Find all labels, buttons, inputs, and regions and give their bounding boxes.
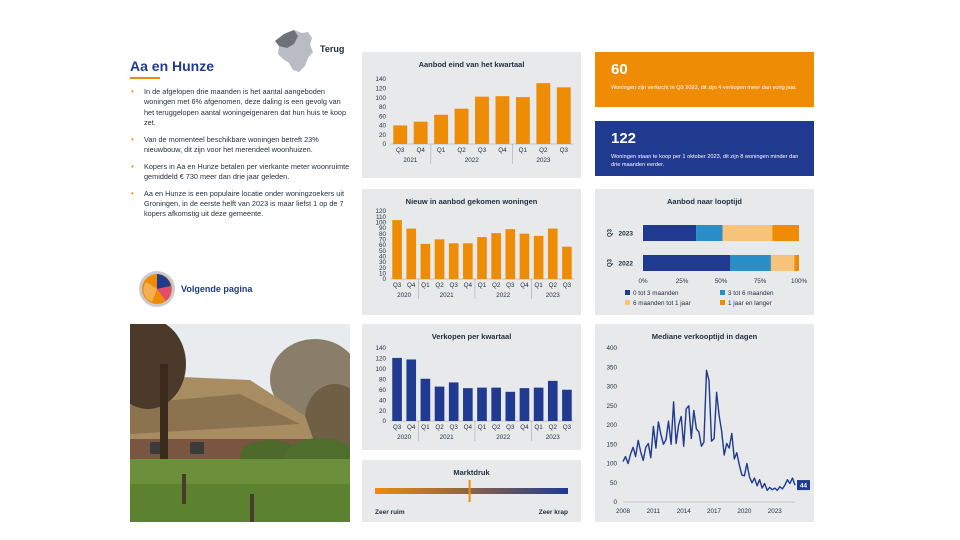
y-tick-label: 10 (378, 270, 386, 278)
year-group-label: 2023 (545, 434, 560, 441)
series-line (623, 370, 795, 490)
x-tick-label: 2023 (767, 508, 782, 515)
legend-label: 1 jaar en langer (728, 300, 772, 307)
bullet-item: • Aa en Hunze is een populaire locatie onder woningzoekers uit Groningen, in de eerste helft van 2023 is maar liefst 1 op de 7 kopers afkomstig uit deze gemeente. (130, 189, 350, 220)
legend-label: 3 tot 6 maanden (728, 290, 774, 297)
bar (534, 236, 544, 279)
last-value-label: 44 (799, 482, 808, 490)
bar (475, 97, 489, 144)
back-link[interactable]: Terug (320, 44, 345, 54)
y-tick-label: 300 (606, 383, 617, 391)
y-tick-label: 140 (375, 76, 386, 84)
y-tick-label: 40 (378, 122, 386, 130)
chart-title: Aanbod naar looptijd (667, 197, 742, 206)
x-tick-label: 25% (675, 278, 689, 285)
line-chart-verkooptijd (595, 324, 814, 522)
farmhouse-photo (130, 324, 350, 522)
x-tick-label: Q2 (435, 282, 444, 289)
marktdruk-title: Marktdruk (453, 468, 490, 477)
stacked-segment (771, 255, 794, 271)
summary-bullets (130, 87, 350, 226)
y-tick-label: 0 (382, 276, 386, 284)
stacked-segment (696, 225, 723, 241)
bar (421, 379, 431, 421)
x-tick-label: Q1 (477, 424, 487, 431)
year-group-label: 2023 (536, 157, 551, 164)
y-tick-label: 100 (606, 460, 617, 468)
x-tick-label: Q3 (449, 424, 458, 431)
bar (392, 358, 402, 421)
x-tick-label: Q2 (548, 424, 557, 431)
bar (449, 382, 459, 421)
y-tick-label: 100 (375, 94, 386, 102)
chart-title: Verkopen per kwartaal (431, 332, 512, 341)
x-tick-label: Q3 (506, 424, 515, 431)
x-tick-label: 2017 (707, 508, 722, 515)
y-tick-label: 50 (378, 247, 386, 255)
x-tick-label: Q4 (407, 424, 416, 431)
x-tick-label: Q1 (534, 424, 543, 431)
x-tick-label: Q2 (435, 424, 444, 431)
x-tick-label: Q1 (518, 147, 528, 154)
bar-chart-aanbod (362, 52, 581, 178)
x-tick-label: 50% (714, 278, 728, 285)
y-tick-label: 20 (378, 264, 386, 272)
year-group-label: 2021 (403, 157, 418, 164)
bar (392, 220, 402, 279)
y-tick-label: 120 (375, 208, 386, 216)
bar-chart-nieuw (362, 189, 581, 315)
x-tick-label: Q4 (498, 147, 507, 154)
bar (548, 381, 558, 421)
legend-swatch (625, 300, 630, 305)
y-tick-label: 70 (378, 236, 386, 244)
marktdruk-bar (375, 488, 568, 494)
x-tick-label: Q2 (491, 282, 501, 289)
chart-panel-looptijd (595, 189, 814, 315)
kpi-sold-box (595, 52, 814, 107)
marktdruk-panel (362, 460, 581, 522)
x-tick-label: Q3 (449, 282, 458, 289)
bullet-item: • Kopers in Aa en Hunze betalen per vierkante meter woonruimte gemiddeld € 730 meer dan drie jaar geleden. (130, 162, 350, 183)
bar (505, 392, 515, 421)
municipality-map-icon (272, 28, 316, 76)
x-tick-label: Q3 (562, 424, 572, 431)
bar (477, 388, 487, 421)
x-tick-label: Q2 (491, 424, 501, 431)
year-group-label: 2020 (397, 292, 412, 299)
x-tick-label: Q1 (436, 147, 446, 154)
stacked-segment (723, 225, 773, 241)
bullet-item: • In de afgelopen drie maanden is het aantal aangeboden woningen met 6% afgenomen, deze daling is een gevolg van het teruggelopen aantal woningeigenaren dat hun huis te koop zet. (130, 87, 350, 128)
x-tick-label: Q3 (559, 147, 568, 154)
x-tick-label: Q4 (520, 424, 529, 431)
x-tick-label: Q1 (421, 424, 430, 431)
y-tick-label: 140 (375, 345, 386, 353)
chart-panel-verkooptijd (595, 324, 814, 522)
kpi-sold-text: Woningen zijn verkocht in Q3 2023, dit zijn 4 verkopen meer dan vorig jaar. (611, 85, 797, 91)
bar (463, 243, 473, 279)
y-tick-label: 80 (378, 104, 386, 112)
stacked-segment (794, 255, 799, 271)
x-tick-label: Q3 (396, 147, 405, 154)
y-tick-label: 200 (606, 422, 617, 430)
y-tick-label: 20 (378, 407, 386, 415)
x-tick-label: 2011 (646, 508, 661, 515)
y-tick-label: 350 (606, 364, 617, 372)
bar (463, 388, 473, 421)
x-tick-label: Q2 (457, 147, 466, 154)
y-tick-label: 120 (375, 355, 386, 363)
y-tick-label: 100 (375, 219, 386, 227)
y-tick-label: 0 (382, 418, 386, 426)
row-label: 2023 (618, 230, 633, 238)
x-tick-label: Q4 (407, 282, 416, 289)
bar (536, 83, 550, 144)
bar (491, 233, 501, 279)
bar (434, 115, 448, 144)
stacked-segment (772, 225, 799, 241)
bullet-item: • Van de momenteel beschikbare woningen betreft 23% nieuwbouw, dit zijn voor het merendeel woonhuizen. (130, 135, 350, 156)
stacked-bar-chart-looptijd (595, 189, 814, 315)
x-tick-label: 100% (790, 278, 808, 285)
bar (455, 109, 469, 144)
y-tick-label: 120 (375, 85, 386, 93)
x-tick-label: Q2 (548, 282, 557, 289)
x-tick-label: Q3 (562, 282, 572, 289)
y-tick-label: 250 (606, 402, 617, 410)
stacked-segment (643, 255, 730, 271)
year-group-label: 2020 (397, 434, 412, 441)
bar (495, 96, 509, 144)
chart-title: Mediane verkooptijd in dagen (651, 332, 758, 341)
bar (548, 229, 558, 279)
x-tick-label: Q1 (534, 282, 543, 289)
y-tick-label: 0 (613, 499, 617, 507)
x-tick-label: Q1 (477, 282, 487, 289)
bar (562, 390, 572, 421)
kpi-sold-value: 60 (611, 61, 628, 78)
chart-panel-aanbod (362, 52, 581, 178)
bar (477, 237, 487, 279)
legend-swatch (720, 300, 725, 305)
bar (562, 247, 572, 279)
marktdruk-right-label: Zeer krap (538, 509, 568, 516)
bar (435, 239, 445, 279)
bar (534, 388, 544, 421)
marktdruk-gauge (362, 460, 581, 522)
y-tick-label: 60 (378, 242, 386, 250)
marktdruk-left-label: Zeer ruim (375, 509, 405, 516)
chart-title: Nieuw in aanbod gekomen woningen (405, 197, 538, 206)
chart-title: Aanbod eind van het kwartaal (418, 60, 525, 69)
y-tick-label: 40 (378, 397, 386, 405)
y-tick-label: 60 (378, 113, 386, 121)
year-group-label: 2021 (439, 292, 454, 299)
x-tick-label: Q4 (463, 424, 473, 431)
y-tick-label: 0 (382, 141, 386, 149)
x-tick-label: Q4 (416, 147, 425, 154)
kpi-forsale-value: 122 (611, 130, 637, 147)
row-label: 2022 (618, 260, 633, 268)
bar-chart-verkopen (362, 324, 581, 450)
y-tick-label: 400 (606, 345, 617, 353)
page-title: Aa en Hunze (130, 58, 215, 74)
legend-label: 6 maanden tot 1 jaar (633, 300, 691, 307)
x-tick-label: 2020 (737, 508, 752, 515)
x-tick-label: Q4 (463, 282, 473, 289)
bar (406, 229, 416, 279)
x-tick-label: Q2 (539, 147, 548, 154)
legend-swatch (625, 290, 630, 295)
bar (421, 244, 431, 279)
x-tick-label: 75% (753, 278, 767, 285)
y-tick-label: 150 (606, 441, 617, 449)
year-group-label: 2021 (439, 434, 454, 441)
x-tick-label: Q4 (520, 282, 529, 289)
x-tick-label: 2008 (615, 508, 631, 515)
y-tick-label: 80 (378, 376, 386, 384)
x-tick-label: Q3 (392, 282, 402, 289)
x-tick-label: Q1 (421, 282, 430, 289)
x-tick-label: 0% (638, 278, 648, 285)
x-tick-label: Q3 (506, 282, 515, 289)
pie-chart-icon[interactable] (138, 270, 176, 308)
kpi-forsale-text: Woningen staan te koop per 1 oktober 2023, dit zijn 8 woningen minder dan drie maanden eerder. (611, 154, 799, 168)
year-group-label: 2023 (545, 292, 560, 299)
x-tick-label: Q3 (392, 424, 402, 431)
y-tick-label: 90 (378, 225, 386, 233)
next-page-link[interactable]: Volgende pagina (181, 284, 253, 294)
x-tick-label: 2014 (676, 508, 691, 515)
y-tick-label: 50 (609, 479, 617, 487)
bar (449, 243, 459, 279)
row-group-label: Q3 (607, 228, 614, 238)
bar (393, 125, 407, 144)
legend-label: 0 tot 3 maanden (633, 290, 679, 297)
year-group-label: 2022 (464, 157, 479, 164)
stacked-segment (730, 255, 771, 271)
y-tick-label: 100 (375, 366, 386, 374)
y-tick-label: 40 (378, 253, 386, 261)
y-tick-label: 30 (378, 259, 386, 267)
marktdruk-marker (469, 480, 471, 502)
y-tick-label: 110 (375, 213, 386, 221)
y-tick-label: 80 (378, 230, 386, 238)
chart-panel-nieuw (362, 189, 581, 315)
bar (520, 234, 530, 279)
y-tick-label: 20 (378, 131, 386, 139)
stacked-segment (643, 225, 696, 241)
chart-panel-verkopen (362, 324, 581, 450)
bar (557, 87, 571, 144)
year-group-label: 2022 (496, 434, 511, 441)
bar (516, 97, 530, 144)
legend-swatch (720, 290, 725, 295)
row-group-label: Q3 (607, 258, 614, 268)
bar (520, 388, 530, 421)
bar (435, 387, 445, 421)
title-underline (130, 77, 160, 79)
bar (491, 388, 501, 421)
bar (414, 122, 428, 144)
bar (505, 229, 515, 279)
y-tick-label: 60 (378, 386, 386, 394)
kpi-forsale-box (595, 121, 814, 176)
x-tick-label: Q3 (477, 147, 487, 154)
bar (406, 359, 416, 421)
year-group-label: 2022 (496, 292, 511, 299)
